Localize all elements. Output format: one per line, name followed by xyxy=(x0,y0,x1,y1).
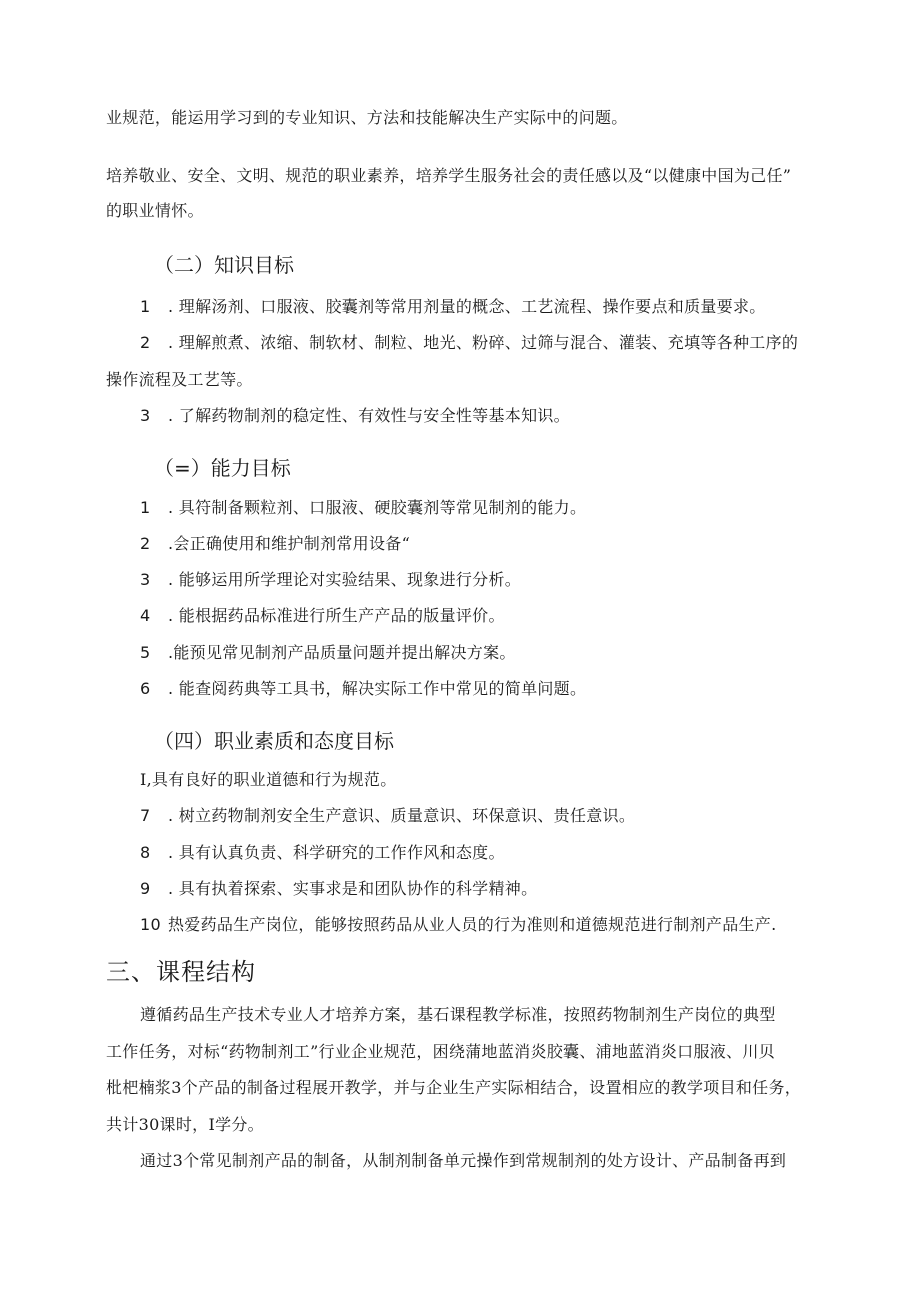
intro-line-1: 业规范，能运用学习到的专业知识、方法和技能解决生产实际中的问题。 xyxy=(106,108,628,127)
item-number: 4 xyxy=(140,606,151,625)
knowledge-heading: （二）知识目标 xyxy=(154,253,294,277)
item-number: 6 xyxy=(140,679,151,698)
item-number: 7 xyxy=(140,806,151,825)
item-number: 10 xyxy=(140,915,161,934)
item-text: 热爱药品生产岗位，能够按照药品从业人员的行为准则和道德规范进行制剂产品生产. xyxy=(168,915,777,934)
quality-item: I,具有良好的职业道德和行为规范。 xyxy=(140,770,397,789)
item-text: . 具有执着探索、实事求是和团队协作的科学精神。 xyxy=(168,879,538,898)
quality-item xyxy=(140,843,505,863)
item-text: . 理解煎煮、浓缩、制软材、制粒、地光、粉碎、过筛与混合、灌装、充填等各种工序的 xyxy=(168,333,799,352)
item-number: 8 xyxy=(140,843,151,862)
item-text: . 能够运用所学理论对实验结果、现象进行分析。 xyxy=(168,570,522,589)
quality-item xyxy=(140,879,537,899)
structure-para-line: 工作任务，对标“药物制剂工”行业企业规范，困绕蒲地蓝消炎胶囊、浦地蓝消炎口服液、川贝 xyxy=(106,1042,775,1061)
item-number: 2 xyxy=(140,534,151,553)
item-number: 2 xyxy=(140,333,151,352)
quality-heading: （四）职业素质和态度目标 xyxy=(154,729,394,753)
item-text: . 树立药物制剂安全生产意识、质量意识、环保意识、贵任意识。 xyxy=(168,806,636,825)
item-text: . 理解汤剂、口服液、胶囊剂等常用剂量的概念、工艺流程、操作要点和质量要求。 xyxy=(168,297,766,316)
ability-item xyxy=(140,534,410,554)
knowledge-item xyxy=(140,333,798,353)
item-number: 1 xyxy=(140,498,151,517)
knowledge-item xyxy=(140,406,570,426)
intro-line-3: 的职业情怀。 xyxy=(106,201,204,220)
quality-item xyxy=(140,915,777,935)
item-text: . 能查阅药典等工具书，解决实际工作中常见的简单问题。 xyxy=(168,679,587,698)
item-number: 3 xyxy=(140,570,151,589)
item-text: .会正确使用和维护制剂常用设备“ xyxy=(168,534,411,553)
structure-para-line: 共计30课时，I学分。 xyxy=(106,1115,264,1134)
section-heading: 三、课程结构 xyxy=(106,958,256,986)
ability-heading: （=）能力目标 xyxy=(154,456,291,480)
structure-para-line: 枇杷楠浆3个产品的制备过程展开教学，并与企业生产实际相结合，设置相应的教学项目和任务， xyxy=(106,1078,802,1097)
structure-para-line: 遵循药品生产技术专业人才培养方案，基石课程教学标准，按照药物制剂生产岗位的典型 xyxy=(140,1005,776,1024)
ability-item xyxy=(140,498,586,518)
item-text: . 具有认真负责、科学研究的工作作风和态度。 xyxy=(168,843,505,862)
knowledge-item-continuation: 操作流程及工艺等。 xyxy=(106,370,253,389)
item-text: . 具符制备颗粒剂、口服液、硬胶囊剂等常见制剂的能力。 xyxy=(168,498,587,517)
ability-item xyxy=(140,606,505,626)
quality-item xyxy=(140,806,635,826)
item-text: . 能根据药品标准进行所生产产品的版量评价。 xyxy=(168,606,505,625)
item-text: . 了解药物制剂的稳定性、有效性与安全性等基本知识。 xyxy=(168,406,570,425)
ability-item xyxy=(140,570,521,590)
knowledge-item xyxy=(140,297,766,317)
intro-line-2: 培养敬业、安全、文明、规范的职业素养，培养学生服务社会的责任感以及“以健康中国为己任” xyxy=(106,166,792,185)
structure-para-line: 通过3个常见制剂产品的制备，从制剂制备单元操作到常规制剂的处方设计、产品制备再到 xyxy=(140,1151,787,1170)
ability-item xyxy=(140,679,586,699)
item-number: 1 xyxy=(140,297,151,316)
item-number: 5 xyxy=(140,643,151,662)
item-text: .能预见常见制剂产品质量问题并提出解决方案。 xyxy=(168,643,516,662)
item-number: 3 xyxy=(140,406,151,425)
item-number: 9 xyxy=(140,879,151,898)
ability-item xyxy=(140,643,516,663)
